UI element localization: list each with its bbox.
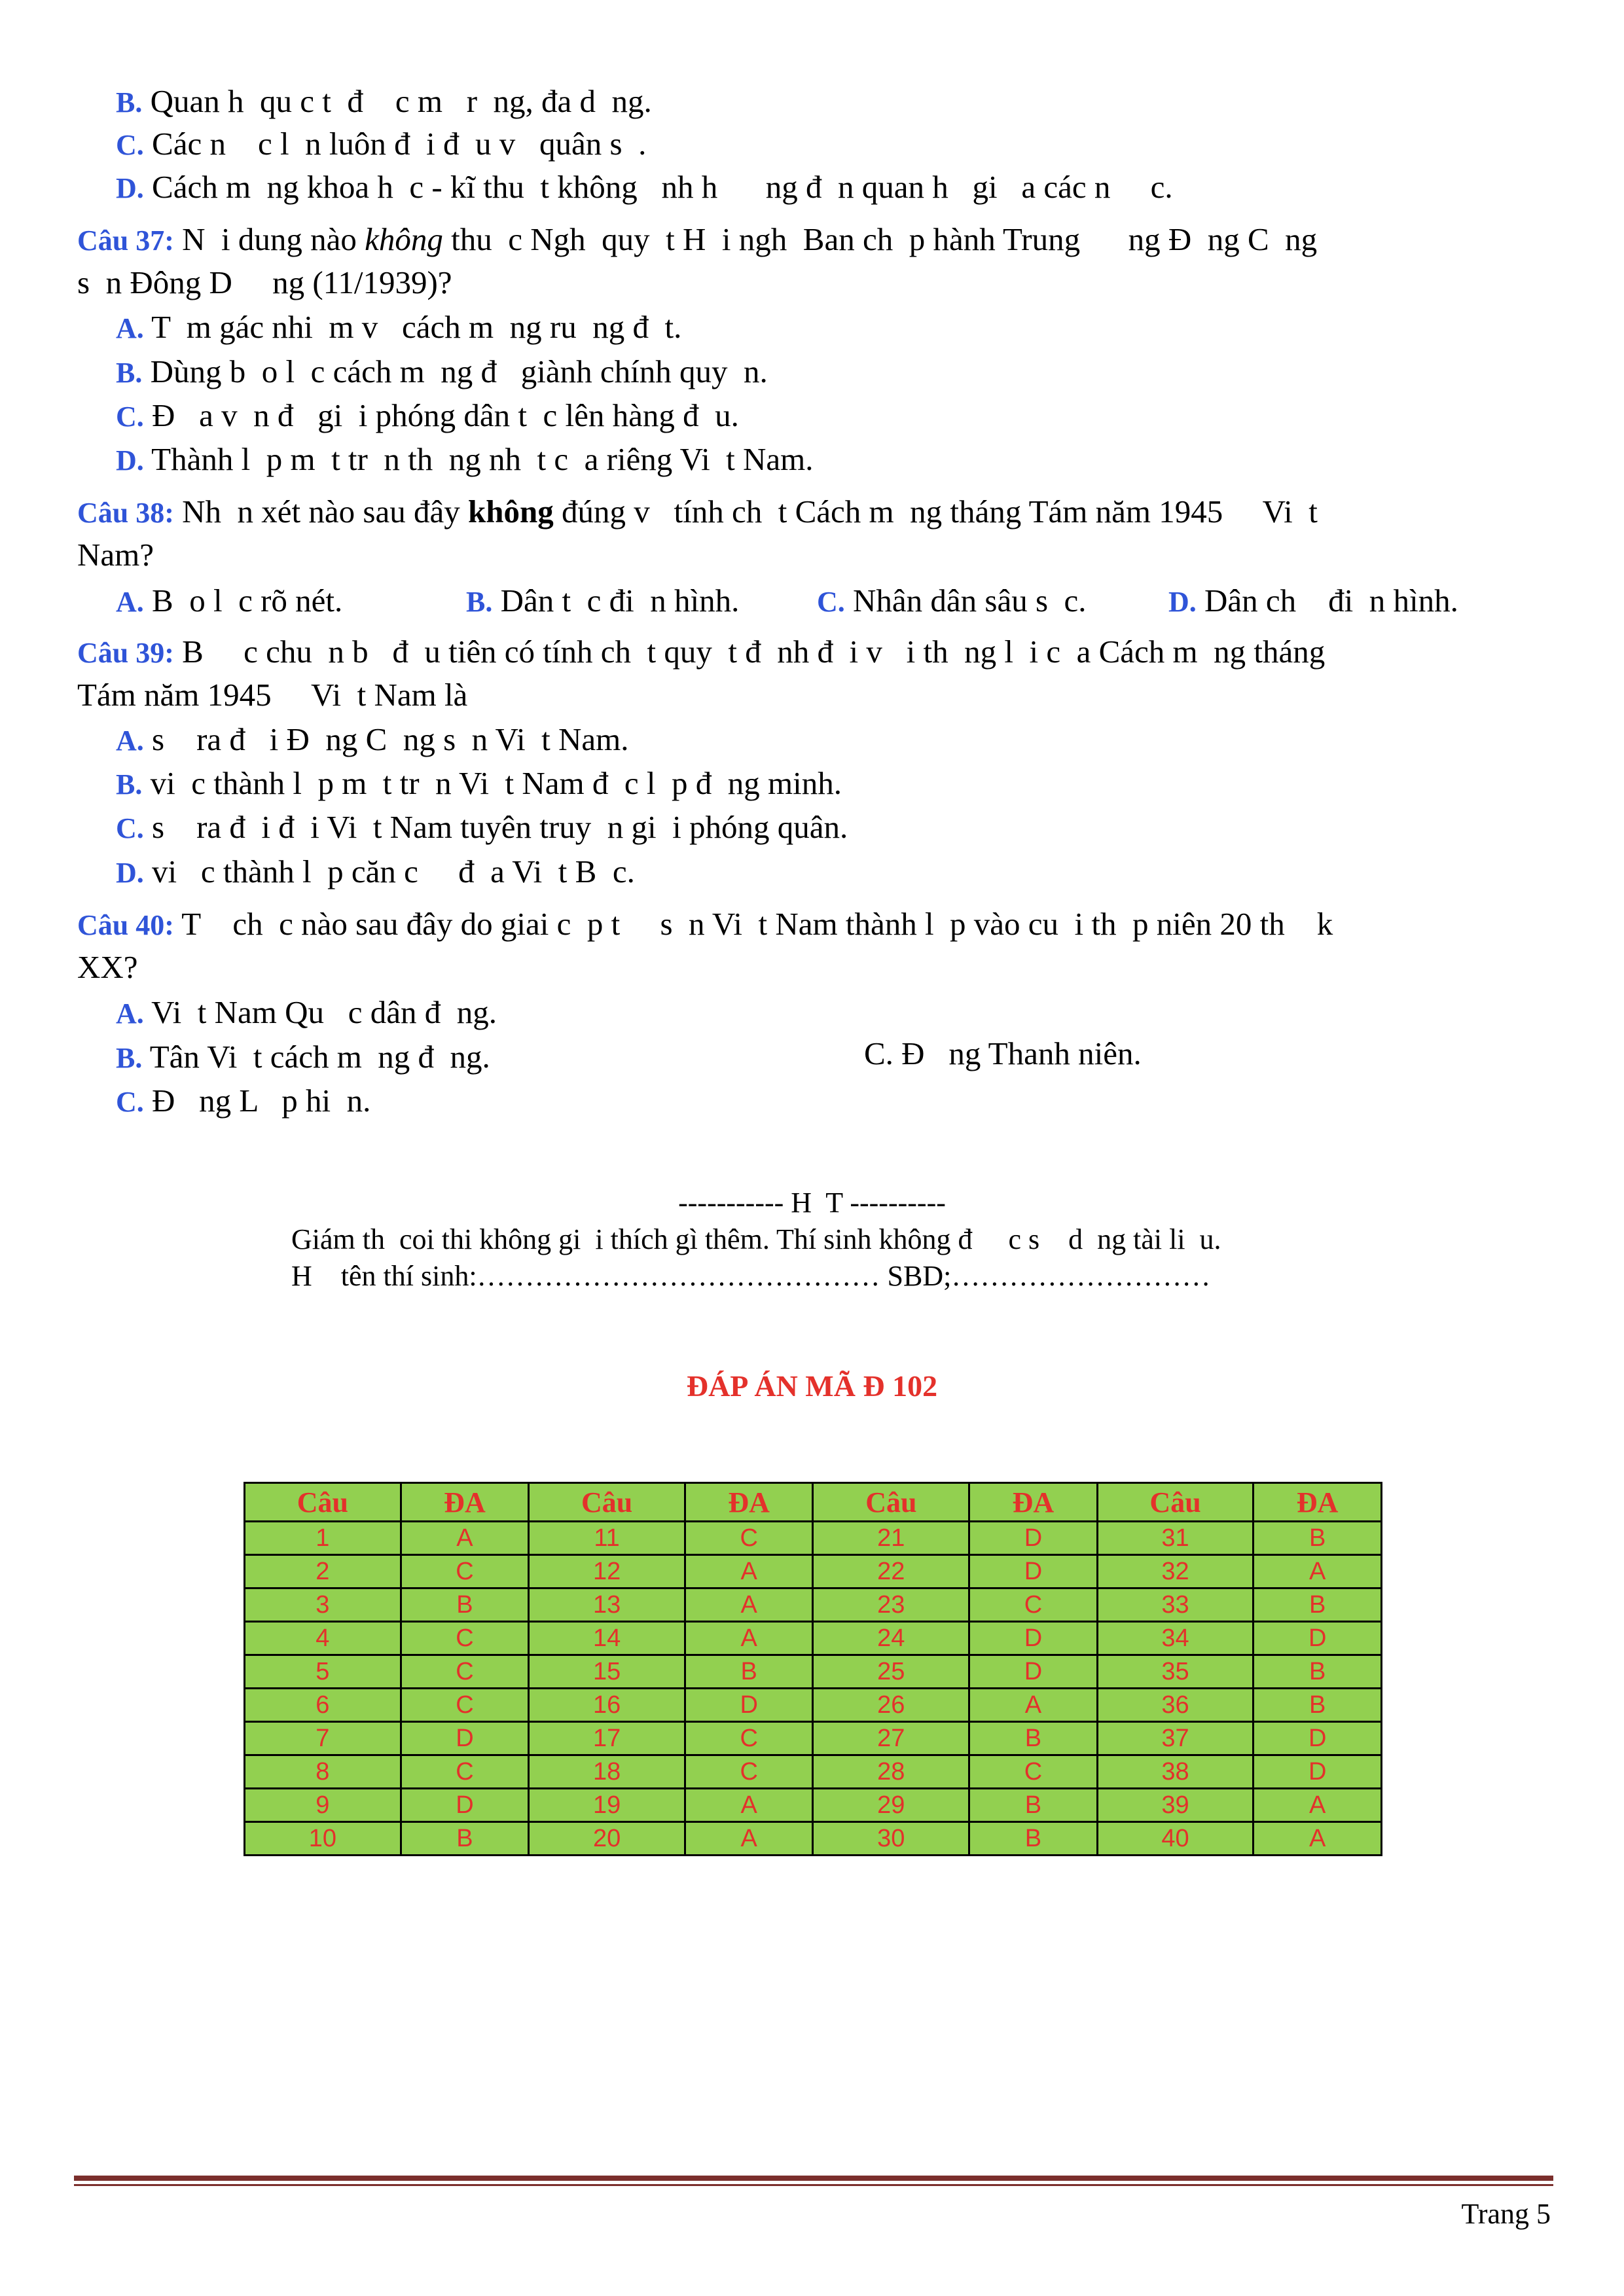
question-number-cell: 35 xyxy=(1097,1655,1254,1689)
option-letter: C. xyxy=(116,401,144,433)
option-text: Thành l p m t tr n th ng nh t c a riêng Vi t Nam. xyxy=(151,441,814,477)
answer-cell: D xyxy=(969,1622,1098,1655)
answer-cell: C xyxy=(685,1522,813,1555)
table-row xyxy=(245,1822,1382,1856)
option-letter: D. xyxy=(1168,586,1197,618)
question-40 xyxy=(77,905,1333,945)
table-header-row xyxy=(245,1483,1382,1522)
question-38 xyxy=(77,492,1318,533)
question-text-rest: thu c Ngh quy t H i ngh Ban ch p hành Trung ng Đ ng C ng xyxy=(442,221,1318,257)
question-number-cell: 15 xyxy=(529,1655,685,1689)
answer-key-table xyxy=(244,1482,1382,1856)
answer-cell: C xyxy=(685,1722,813,1755)
option-b xyxy=(116,1037,490,1078)
question-text: Nh n xét nào sau đây xyxy=(182,493,468,529)
question-emphasis: không xyxy=(467,493,554,529)
answer-cell: B xyxy=(1254,1655,1382,1689)
question-number-cell: 9 xyxy=(245,1789,401,1822)
table-row xyxy=(245,1622,1382,1655)
question-number-cell: 30 xyxy=(813,1822,969,1856)
option-letter: A. xyxy=(116,312,144,344)
question-emphasis: không xyxy=(365,221,443,257)
question-number-cell: 21 xyxy=(813,1522,969,1555)
question-number-cell: 27 xyxy=(813,1722,969,1755)
option-letter: D. xyxy=(116,172,144,204)
question-39 xyxy=(77,632,1325,673)
option-text: Các n c l n luôn đ i đ u v quân s . xyxy=(152,126,647,162)
option-letter: B. xyxy=(116,357,143,389)
question-number-cell: 33 xyxy=(1097,1588,1254,1622)
answer-cell: B xyxy=(1254,1689,1382,1722)
col-header: Câu xyxy=(1097,1483,1254,1522)
answer-cell: B xyxy=(401,1822,529,1856)
option-text: Quan h qu c t đ c m r ng, đa d ng. xyxy=(150,83,652,119)
option-text: Tân Vi t cách m ng đ ng. xyxy=(149,1039,490,1075)
answer-cell: D xyxy=(685,1689,813,1722)
answer-cell: B xyxy=(401,1588,529,1622)
answer-cell: B xyxy=(1254,1522,1382,1555)
col-header: Câu xyxy=(529,1483,685,1522)
option-letter: D. xyxy=(116,857,144,889)
question-number-cell: 13 xyxy=(529,1588,685,1622)
option-text: T m gác nhi m v cách m ng ru ng đ t. xyxy=(151,309,682,345)
option-letter: B. xyxy=(116,768,143,800)
col-header: ĐA xyxy=(969,1483,1098,1522)
col-header: ĐA xyxy=(1254,1483,1382,1522)
question-number-cell: 29 xyxy=(813,1789,969,1822)
candidate-name-line: H tên thí sinh:…………………………………… SBD;……………………… xyxy=(291,1260,1211,1292)
question-number-cell: 20 xyxy=(529,1822,685,1856)
question-number-cell: 36 xyxy=(1097,1689,1254,1722)
option-d-prev xyxy=(116,168,1173,208)
answer-cell: C xyxy=(401,1622,529,1655)
option-letter: C. xyxy=(817,586,845,618)
option-letter: C. xyxy=(116,1086,144,1118)
option-text: vi c thành l p căn c đ a Vi t B c. xyxy=(152,853,635,889)
option-text: s ra đ i đ i Vi t Nam tuyên truy n gi i phóng quân. xyxy=(152,809,848,845)
option-text: Nhân dân sâu s c. xyxy=(853,583,1087,619)
question-number-cell: 3 xyxy=(245,1588,401,1622)
option-text: Đ ng L p hi n. xyxy=(152,1083,371,1119)
option-text: Vi t Nam Qu c dân đ ng. xyxy=(151,994,497,1030)
answer-cell: A xyxy=(1254,1822,1382,1856)
option-text: vi c thành l p m t tr n Vi t Nam đ c l p đ ng minh. xyxy=(150,765,842,801)
answer-cell: D xyxy=(969,1655,1098,1689)
answer-cell: D xyxy=(401,1722,529,1755)
question-number-cell: 6 xyxy=(245,1689,401,1722)
option-letter: A. xyxy=(116,725,144,757)
answer-cell: D xyxy=(1254,1722,1382,1755)
exam-note: Giám th coi thi không gi i thích gì thêm. Thí sinh không đ c s d ng tài li u. xyxy=(291,1223,1221,1255)
option-text: B o l c rõ nét. xyxy=(152,583,343,619)
question-number-cell: 12 xyxy=(529,1555,685,1588)
table-row xyxy=(245,1755,1382,1789)
question-number-cell: 19 xyxy=(529,1789,685,1822)
question-39-line2: Tám năm 1945 Vi t Nam là xyxy=(77,677,468,713)
question-38-line2: Nam? xyxy=(77,537,154,573)
answer-cell: C xyxy=(401,1689,529,1722)
answer-cell: C xyxy=(401,1555,529,1588)
question-number-cell: 4 xyxy=(245,1622,401,1655)
question-number-cell: 37 xyxy=(1097,1722,1254,1755)
question-number-cell: 31 xyxy=(1097,1522,1254,1555)
answer-cell: A xyxy=(685,1588,813,1622)
answer-cell: D xyxy=(401,1789,529,1822)
option-text: Dân ch đi n hình. xyxy=(1204,583,1458,619)
col-header: Câu xyxy=(813,1483,969,1522)
answer-cell: C xyxy=(969,1588,1098,1622)
question-number-cell: 40 xyxy=(1097,1822,1254,1856)
question-40-line2: XX? xyxy=(77,949,138,985)
col-header: ĐA xyxy=(401,1483,529,1522)
question-number-cell: 5 xyxy=(245,1655,401,1689)
question-number-cell: 23 xyxy=(813,1588,969,1622)
question-label: Câu 37: xyxy=(77,224,174,257)
answer-cell: B xyxy=(685,1655,813,1689)
answer-cell: A xyxy=(1254,1555,1382,1588)
answer-cell: C xyxy=(969,1755,1098,1789)
question-number-cell: 16 xyxy=(529,1689,685,1722)
question-37 xyxy=(77,220,1317,260)
option-a xyxy=(116,993,497,1033)
answer-cell: A xyxy=(1254,1789,1382,1822)
answer-cell: D xyxy=(969,1555,1098,1588)
question-number-cell: 24 xyxy=(813,1622,969,1655)
table-row xyxy=(245,1789,1382,1822)
question-label: Câu 38: xyxy=(77,497,174,529)
answer-cell: C xyxy=(685,1755,813,1789)
option-letter: B. xyxy=(116,1042,143,1074)
end-mark: ----------- H T ---------- xyxy=(678,1187,946,1219)
option-letter: A. xyxy=(116,997,144,1030)
footer-rule xyxy=(74,2176,1553,2181)
option-d xyxy=(116,440,814,480)
table-row xyxy=(245,1588,1382,1622)
answer-cell: B xyxy=(1254,1588,1382,1622)
question-number-cell: 14 xyxy=(529,1622,685,1655)
table-row xyxy=(245,1689,1382,1722)
answer-cell: D xyxy=(1254,1622,1382,1655)
question-number-cell: 34 xyxy=(1097,1622,1254,1655)
question-number-cell: 1 xyxy=(245,1522,401,1555)
option-letter: D. xyxy=(116,444,144,476)
question-number-cell: 39 xyxy=(1097,1789,1254,1822)
question-number-cell: 11 xyxy=(529,1522,685,1555)
answer-cell: A xyxy=(685,1622,813,1655)
answer-cell: C xyxy=(401,1755,529,1789)
footer-rule-thin xyxy=(74,2184,1553,2186)
option-b xyxy=(116,764,842,804)
option-letter: A. xyxy=(116,586,144,618)
question-label: Câu 39: xyxy=(77,637,174,669)
answer-cell: A xyxy=(685,1789,813,1822)
table-row xyxy=(245,1522,1382,1555)
option-letter: B. xyxy=(116,86,143,118)
option-text: Đ a v n đ gi i phóng dân t c lên hàng đ u. xyxy=(152,397,739,433)
option-b xyxy=(116,352,768,393)
question-number-cell: 2 xyxy=(245,1555,401,1588)
question-number-cell: 18 xyxy=(529,1755,685,1789)
option-b-prev xyxy=(116,82,652,122)
answer-cell: A xyxy=(685,1555,813,1588)
option-letter: C. xyxy=(116,129,144,161)
table-row xyxy=(245,1655,1382,1689)
option-a xyxy=(116,308,681,348)
option-c xyxy=(116,1081,370,1122)
option-text: s ra đ i Đ ng C ng s n Vi t Nam. xyxy=(152,721,629,757)
option-c xyxy=(817,581,1087,622)
answer-key-title: ĐÁP ÁN MÃ Đ 102 xyxy=(686,1369,938,1403)
question-number-cell: 28 xyxy=(813,1755,969,1789)
option-a xyxy=(116,581,342,622)
option-d xyxy=(1168,581,1458,622)
option-c-prev xyxy=(116,124,646,165)
option-a xyxy=(116,720,628,761)
option-b xyxy=(466,581,739,622)
col-header: ĐA xyxy=(685,1483,813,1522)
question-text: N i dung nào xyxy=(182,221,365,257)
question-number-cell: 7 xyxy=(245,1722,401,1755)
option-c xyxy=(116,396,739,437)
col-header: Câu xyxy=(245,1483,401,1522)
answer-cell: B xyxy=(969,1722,1098,1755)
option-letter: B. xyxy=(466,586,493,618)
question-number-cell: 10 xyxy=(245,1822,401,1856)
question-text: T ch c nào sau đây do giai c p t s n Vi t Nam thành l p vào cu i th p niên 20 th k xyxy=(181,906,1333,942)
question-text-rest: đúng v tính ch t Cách m ng tháng Tám năm 1945 Vi t xyxy=(553,493,1318,529)
option-text: Dân t c đi n hình. xyxy=(500,583,740,619)
question-number-cell: 38 xyxy=(1097,1755,1254,1789)
answer-cell: D xyxy=(1254,1755,1382,1789)
table-row xyxy=(245,1722,1382,1755)
question-number-cell: 26 xyxy=(813,1689,969,1722)
option-text: Cách m ng khoa h c - kĩ thu t không nh h ng đ n quan h gi a các n c. xyxy=(152,169,1173,205)
question-number-cell: 32 xyxy=(1097,1555,1254,1588)
question-number-cell: 17 xyxy=(529,1722,685,1755)
option-extra: C. Đ ng Thanh niên. xyxy=(864,1035,1142,1071)
page-number: Trang 5 xyxy=(1461,2198,1551,2230)
question-number-cell: 22 xyxy=(813,1555,969,1588)
question-number-cell: 25 xyxy=(813,1655,969,1689)
option-letter: C. xyxy=(116,812,144,844)
answer-cell: B xyxy=(969,1822,1098,1856)
question-37-line2: s n Đông D ng (11/1939)? xyxy=(77,264,452,300)
answer-cell: A xyxy=(969,1689,1098,1722)
answer-cell: A xyxy=(401,1522,529,1555)
option-c xyxy=(116,808,848,848)
answer-cell: C xyxy=(401,1655,529,1689)
question-label: Câu 40: xyxy=(77,909,174,941)
option-d xyxy=(116,852,635,893)
question-text: B c chu n b đ u tiên có tính ch t quy t đ nh đ i v i th ng l i c a Cách m ng tháng xyxy=(182,634,1326,670)
table-row xyxy=(245,1555,1382,1588)
answer-cell: D xyxy=(969,1522,1098,1555)
answer-cell: B xyxy=(969,1789,1098,1822)
question-number-cell: 8 xyxy=(245,1755,401,1789)
answer-cell: A xyxy=(685,1822,813,1856)
option-text: Dùng b o l c cách m ng đ giành chính quy n. xyxy=(150,353,768,389)
